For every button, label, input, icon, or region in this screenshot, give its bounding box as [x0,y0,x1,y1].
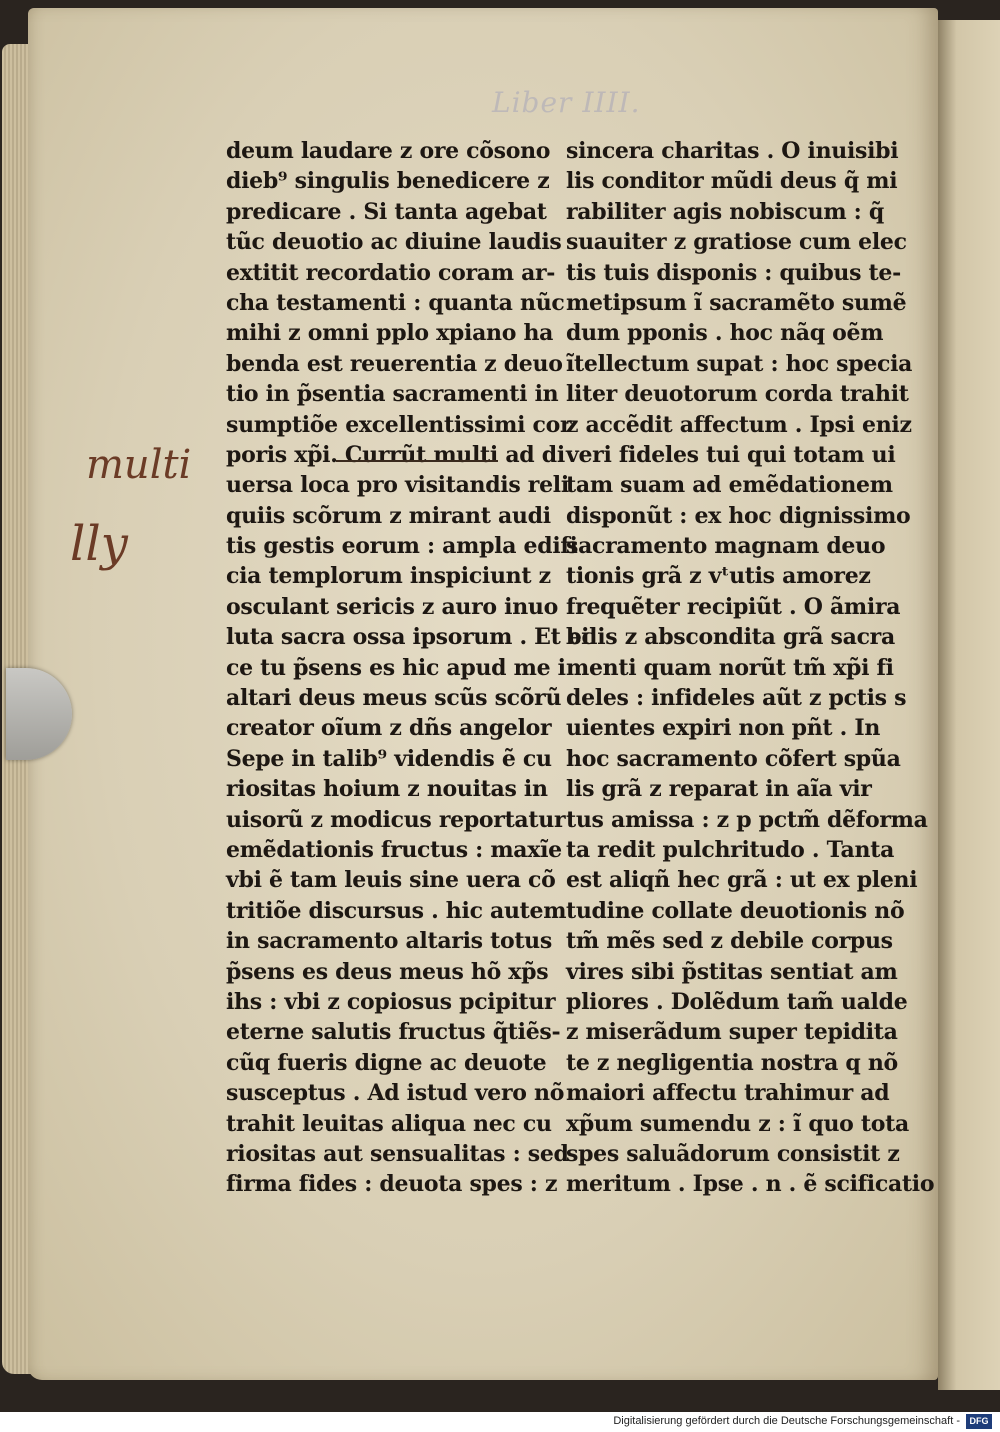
dfg-logo: DFG [966,1414,992,1429]
right-column-line: pliores . Dolẽdum tam̃ ualde [566,988,908,1015]
left-column-line: in sacramento altaris totus [226,928,552,955]
right-column-line: sacramento magnam deuo [566,533,886,560]
left-column-line: tũc deuotio ac diuine laudis [226,229,562,256]
left-column-line: ihs : vbi z copiosus pcipitur [226,988,556,1015]
left-column-line: creator oĩum z dñs angelor [226,715,552,742]
left-column-line: trahit leuitas aliqua nec cu [226,1110,552,1137]
right-column-line: lis conditor mũdi deus q̃ mi [566,168,898,195]
right-column-line: ta redit pulchritudo . Tanta [566,836,895,863]
right-column-line: tudine collate deuotionis nõ [566,897,905,924]
left-column-line: poris xp̃i. Currũt multi ad di [226,441,565,468]
right-column-line: dum pponis . hoc nãq oẽm [566,320,884,347]
left-column-line: cia templorum inspiciunt z [226,563,551,590]
left-column-line: uersa loca pro visitandis reli [226,472,569,499]
right-column-line: suauiter z gratiose cum elec [566,229,907,256]
left-column-line: benda est reuerentia z deuo [226,350,563,377]
right-column-line: uientes expiri non pñt . In [566,715,881,742]
right-column-line: menti quam norũt tm̃ xp̃i fi [566,654,894,681]
left-column-line: vbi ẽ tam leuis sine uera cõ [226,867,556,894]
left-column-line: luta sacra ossa ipsorum . Et ec [226,624,595,651]
left-column-line: ce tu p̃sens es hic apud me i [226,654,566,681]
left-column-line: osculant sericis z auro inuo [226,593,558,620]
right-text-column [566,136,935,1200]
footer-bar [0,1412,1000,1432]
left-column-line: tis gestis eorum : ampla edifi [226,533,578,560]
left-column-line: tritiõe discursus . hic autem [226,897,567,924]
left-column-line: susceptus . Ad istud vero nõ [226,1080,565,1107]
left-column-line: deum laudare z ore cõsono [226,138,551,164]
right-column-line: tionis grã z vᵗutis amorez [566,563,871,590]
left-column-line: extitit recordatio coram ar- [226,259,556,286]
right-column-line: rabiliter agis nobiscum : q̃ [566,198,884,225]
right-column-line: hoc sacramento cõfert spũa [566,745,901,772]
right-column-line: metipsum ĩ sacramẽto sumẽ [566,289,907,316]
left-column-line: dieb⁹ singulis benedicere z [226,168,550,195]
right-column-line: tus amissa : z p pctm̃ dẽforma [566,806,928,833]
footer-credit: Digitalisierung gefördert durch die Deutsche Forschungsgemeinschaft - [613,1415,960,1427]
left-column-line: riositas hoium z nouitas in [226,776,548,803]
left-column-line: p̃sens es deus meus hõ xp̃s [226,958,549,985]
left-column-line: cũq fueris digne ac deuote [226,1049,547,1076]
left-column-line: cha testamenti : quanta nũc [226,289,565,316]
right-column-line: z accẽdit affectum . Ipsi eniz [566,411,912,438]
right-column-line: xp̃um sumendu z : ĩ quo tota [566,1110,909,1137]
left-column-line: uisorũ z modicus reportatur [226,806,566,833]
left-column-line: emẽdationis fructus : maxĩe [226,836,562,863]
facing-page-edge [938,20,1000,1390]
left-column-line: firma fides : deuota spes : z [226,1171,558,1198]
left-column-line: altari deus meus scũs scõrũ [226,685,562,712]
right-column-line: liter deuotorum corda trahit [566,381,909,408]
right-column-line: bilis z abscondita grã sacra [566,624,895,651]
right-column-line: veri fideles tui qui totam ui [566,441,896,468]
margin-note-2: lly [70,516,128,572]
right-column-line: sincera charitas . O inuisibi [566,138,899,164]
left-column-line: sumptiõe excellentissimi cor [226,411,572,438]
right-column-line: lis grã z reparat in aĩa vir [566,776,872,803]
left-column-line: quiis scõrum z mirant audi [226,502,551,529]
right-column-line: meritum . Ipse . n . ẽ scificatio [566,1171,935,1198]
left-column-line: mihi z omni pplo xpiano ha [226,320,554,347]
left-column-line: riositas aut sensualitas : sed [226,1140,569,1167]
right-column-line: est aliqñ hec grã : ut ex pleni [566,867,918,894]
right-column-line: disponũt : ex hoc dignissimo [566,502,911,529]
left-column-line: eterne salutis fructus q̃tiẽs- [226,1019,561,1046]
right-column-line: frequẽter recipiũt . O ãmira [566,593,901,620]
right-column-line: te z negligentia nostra q nõ [566,1049,898,1076]
right-column-line: maiori affectu trahimur ad [566,1080,890,1107]
left-text-column [226,136,595,1200]
right-column-line: vires sibi p̃stitas sentiat am [566,958,898,985]
right-column-line: tis tuis disponis : quibus te- [566,259,901,286]
right-column-line: ĩtellectum supat : hoc specia [566,350,913,377]
left-column-line: predicare . Si tanta agebat [226,198,547,225]
right-column-line: z miserãdum super tepidita [566,1019,898,1046]
left-column-line: tio in p̃sentia sacramenti in [226,381,559,408]
margin-note-1: multi [86,442,192,488]
right-column-line: deles : infideles aũt z pctis s [566,685,907,712]
running-head: Liber IIII. [492,86,641,119]
right-column-line: tam suam ad emẽdationem [566,472,893,499]
right-column-line: tm̃ mẽs sed z debile corpus [566,928,893,955]
left-column-line: Sepe in talib⁹ videndis ẽ cu [226,745,552,772]
underline-annotation [336,460,498,462]
right-column-line: spes saluãdorum consistit z [566,1140,900,1167]
